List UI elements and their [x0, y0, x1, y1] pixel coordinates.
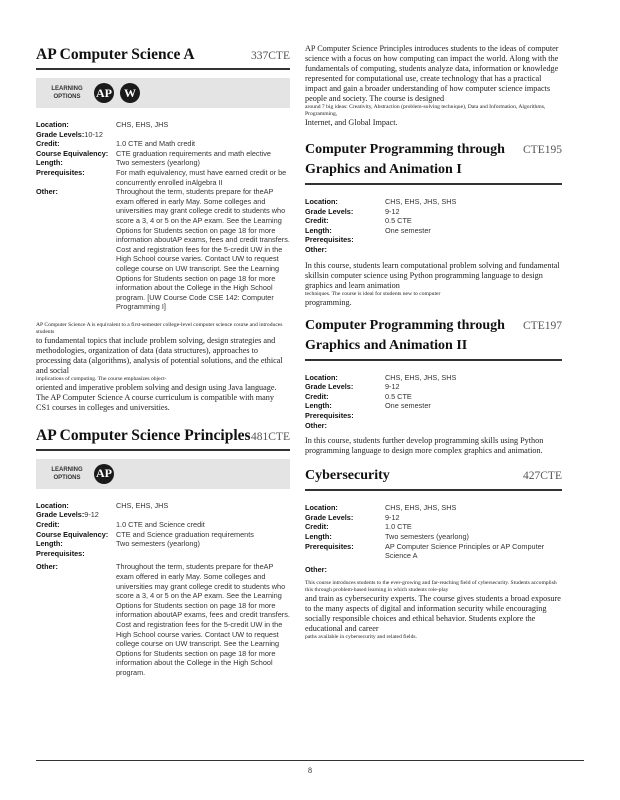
length-label: Length: — [305, 225, 332, 235]
prereq-value: AP Computer Science Principles or AP Computer Science A — [385, 541, 545, 561]
equivalency-label: Course Equivalency: — [36, 529, 109, 539]
description-small: AP Computer Science A is equivalent to a first-semester college-level computer science course and introduces students — [36, 321, 283, 335]
course-details — [36, 120, 290, 312]
course-description — [36, 322, 290, 413]
other-value — [385, 421, 562, 431]
length-label: Length: — [305, 531, 332, 541]
credit-value: 0.5 CTE — [385, 391, 412, 401]
grades-label: Grade Levels: — [305, 206, 354, 216]
location-label: Location: — [305, 503, 338, 513]
course-title: Computer Programming through Graphics and Animation II — [305, 317, 505, 353]
ap-csp-description — [305, 44, 562, 128]
location-value: CHS, EHS, JHS, SHS — [385, 372, 457, 382]
footer-divider — [36, 760, 584, 761]
location-value: CHS, EHS, JHS, SHS — [385, 197, 457, 206]
length-value: One semester — [385, 401, 431, 411]
location-value: CHS, EHS, JHS, SHS — [385, 503, 457, 513]
credit-value: 0.5 CTE — [385, 216, 412, 226]
course-code: CTE195 — [523, 144, 562, 156]
location-label: Location: — [305, 372, 338, 382]
learning-options-label: LEARNING OPTIONS — [51, 86, 83, 100]
credit-value: 1.0 CTE and Science credit — [116, 520, 205, 530]
other-value-1: Throughout the term, students prepare for theAP exam offered in early May. Some colleges and universities may grant college credit to students who score a 3, 4 or 5 on the AP exam. See the Learning Options for Students section on page 18 for more information aboutAP exams, fees and credit transfers. — [116, 187, 290, 245]
location-value: CHS, EHS, JHS — [116, 500, 169, 510]
course-header — [36, 44, 290, 70]
description-small: around 7 big ideas: Creativity, Abstraction (problem-solving technique), Data and Information, Algorithms, Programming, — [305, 104, 546, 117]
course-code: 481CTE — [251, 430, 290, 443]
length-value: Two semesters (yearlong) — [116, 539, 200, 549]
learning-options-label: LEARNING OPTIONS — [51, 466, 83, 481]
length-value: Two semesters (yearlong) — [385, 531, 469, 541]
other-label: Other: — [305, 420, 327, 430]
course-description — [305, 580, 562, 641]
location-label: Location: — [305, 197, 338, 206]
course-details — [36, 501, 290, 678]
other-value-2: Cost and registration fees for the 5-credit UW in the High School course varies. Contact UW to request college course on UW transcript. See the Learning Options for Students section on page 18 for more information about the College in the High School program. [UW Course Code CSE 142: Computer Programming I] — [116, 244, 283, 312]
length-value: One semester — [385, 225, 431, 235]
other-label: Other: — [36, 187, 58, 197]
other-value-1: Throughout the term, students prepare for theAP exam offered in early May. Some colleges and universities may grant college credit to students who score a 3, 4 or 5 on the AP exam. See the Learning Options for Students section on page 18 for more information aboutAP exams, fees and credit transfers. — [116, 562, 290, 620]
prereq-value — [385, 235, 562, 245]
grades-value: 9-12 — [385, 206, 400, 216]
length-label: Length: — [36, 158, 63, 168]
course-title: Cybersecurity — [305, 468, 390, 484]
course-title: AP Computer Science A — [36, 46, 195, 63]
location-label: Location: — [36, 500, 69, 510]
equivalency-label: Course Equivalency: — [36, 148, 109, 158]
course-header — [36, 425, 290, 451]
other-label: Other: — [36, 562, 58, 572]
grades-value: 9-12 — [385, 512, 400, 522]
prereq-value: For math equivalency, must have earned credit or be concurrently enrolled inAlgebra II — [116, 167, 287, 187]
equivalency-value: CTE graduation requirements and math elective — [116, 148, 271, 158]
length-value: Two semesters (yearlong) — [116, 158, 200, 168]
learning-options-box — [36, 459, 290, 489]
description-text: and train as cybersecurity experts. The course gives students a broad exposure to the many aspects of digital and information security while encouraging socially responsible choices and ethical behavior. Students explore the educational and career — [305, 594, 561, 634]
other-value — [385, 565, 562, 575]
prereq-label: Prerequisites: — [36, 167, 85, 177]
credit-value: 1.0 CTE and Math credit — [116, 139, 196, 149]
other-label: Other: — [305, 564, 327, 574]
page-number: 8 — [308, 766, 312, 775]
course-code: CTE197 — [523, 319, 562, 332]
description-small: techniques. The course is ideal for students new to computer — [305, 290, 441, 297]
prereq-label: Prerequisites: — [305, 410, 354, 420]
uw-w-icon: W — [120, 83, 140, 103]
prereq-label: Prerequisites: — [305, 235, 354, 245]
course-details — [305, 373, 562, 431]
course-cpga-2 — [305, 316, 562, 457]
course-code: 427CTE — [523, 470, 562, 483]
course-header — [305, 466, 562, 491]
grades-label: Grade Levels: — [36, 510, 85, 520]
course-description — [305, 436, 562, 456]
course-ap-csa — [36, 44, 290, 413]
other-label: Other: — [305, 244, 327, 254]
description-text-2: oriented and imperative problem solving and design using Java language. The AP Computer Science A course curriculum is compatible with many CS1 courses in colleges and universities. — [36, 382, 277, 412]
course-header — [305, 316, 562, 361]
course-header — [305, 140, 562, 185]
grades-value: 9-12 — [385, 382, 400, 392]
credit-label: Credit: — [305, 522, 329, 532]
grades-label: Grade Levels: — [36, 129, 85, 139]
learning-options-box — [36, 78, 290, 108]
prereq-value — [385, 411, 562, 421]
credit-label: Credit: — [36, 139, 60, 149]
right-column — [305, 44, 562, 641]
description-small: This course introduces students to the ever-growing and far-reaching field of cybersecurity. Students accomplish this through problem-based learning in which students role-play — [305, 580, 557, 594]
ap-icon: AP — [94, 83, 114, 103]
course-details — [305, 503, 562, 574]
description-small-2: paths available in cybersecurity and related fields. — [305, 634, 417, 641]
grades-value: 10-12 — [84, 129, 103, 139]
length-label: Length: — [305, 401, 332, 411]
description-text: In this course, students further develop programming skills using Python programming language to design more complex graphics and animation. — [305, 436, 544, 456]
location-value: CHS, EHS, JHS — [116, 120, 169, 129]
description-text: In this course, students learn computational problem solving and fundamental skillsin computer science using Python programming language to design graphics and learn animation — [305, 260, 560, 290]
grades-value: 9-12 — [84, 510, 99, 520]
course-description — [305, 261, 562, 308]
course-code: 337CTE — [251, 50, 290, 62]
other-value — [385, 245, 562, 255]
ap-icon: AP — [94, 464, 114, 484]
course-ap-csp — [36, 425, 290, 678]
credit-value: 1.0 CTE — [385, 522, 412, 532]
description-text-2: Internet, and Global Impact. — [305, 118, 398, 127]
description-text-2: programming. — [305, 297, 352, 307]
length-label: Length: — [36, 539, 63, 549]
left-column — [36, 44, 290, 678]
course-details — [305, 197, 562, 255]
prereq-value — [116, 549, 290, 559]
credit-label: Credit: — [36, 520, 60, 530]
description-text: to fundamental topics that include problem solving, design strategies and methodologies, organization of data (data structures), approaches to processing data (algorithms), analysis of potential solutions, and the ethical and social — [36, 335, 283, 375]
equivalency-value: CTE and Science graduation requirements — [116, 529, 254, 539]
location-label: Location: — [36, 120, 69, 129]
course-title: AP Computer Science Principles — [36, 426, 251, 444]
prereq-label: Prerequisites: — [305, 541, 354, 551]
prereq-label: Prerequisites: — [36, 548, 85, 558]
grades-label: Grade Levels: — [305, 382, 354, 392]
description-small-2: implications of computing. The course emphasizes object- — [36, 375, 167, 382]
course-cpga-1 — [305, 140, 562, 308]
credit-label: Credit: — [305, 391, 329, 401]
description-text: AP Computer Science Principles introduces students to the ideas of computer science with a focus on how computing can impact the world. Along with the fundamentals of computing, students analyze data, information or knowledge represented for computational use, create technology that has a practical impact and gain a broader understanding of how computer science impacts people and society. The course is designed — [305, 44, 559, 103]
course-title: Computer Programming through Graphics and Animation I — [305, 142, 505, 177]
grades-label: Grade Levels: — [305, 512, 354, 522]
course-cybersecurity — [305, 466, 562, 641]
other-value-2: Cost and registration fees for the 5-credit UW in the High School course varies. Contact UW to request college course on UW transcript. See the Learning Options for Students section on page 18 for more information about the College in the High School program. — [116, 620, 283, 677]
credit-label: Credit: — [305, 216, 329, 226]
